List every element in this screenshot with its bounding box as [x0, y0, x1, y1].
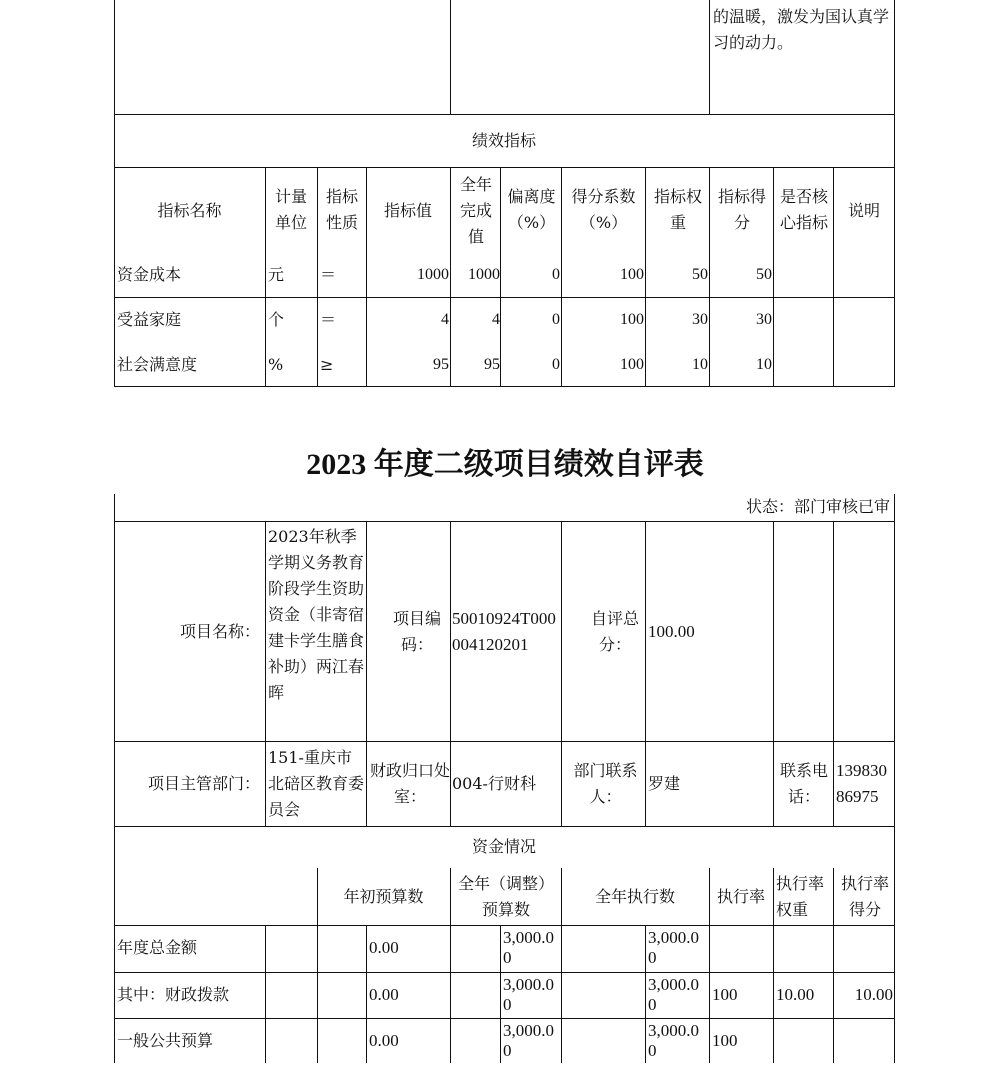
project-code-label: 项目编码：: [392, 609, 441, 654]
funds-rate-weight: 10.00: [776, 985, 815, 1004]
carryover-text: 的温暖，激发为国认真学习的动力。: [713, 7, 890, 52]
indicator-nature: ＝: [320, 310, 337, 329]
indicator-actual: 4: [492, 311, 500, 328]
col-header-indicator-name: 指标名称: [157, 201, 222, 220]
indicator-actual: 95: [484, 356, 500, 373]
indicator-weight: 30: [692, 311, 708, 328]
col-header-nature: 指标性质: [325, 187, 358, 232]
funds-col-initial: 年初预算数: [343, 887, 424, 906]
indicator-unit: 元: [268, 265, 285, 284]
col-header-score: 指标得分: [717, 187, 766, 232]
self-score-value: 100.00: [648, 622, 695, 641]
indicator-deviation: 0: [552, 266, 560, 283]
indicator-nature: ≥: [320, 355, 334, 374]
indicator-weight: 10: [692, 356, 708, 373]
funds-adjusted: 3,000.00: [503, 1021, 554, 1060]
funds-executed: 3,000.00: [648, 1021, 699, 1060]
funds-col-executed: 全年执行数: [594, 887, 675, 906]
funds-initial: 0.00: [369, 938, 399, 957]
funds-executed: 3,000.00: [648, 975, 699, 1014]
indicator-deviation: 0: [552, 311, 560, 328]
contact-value: 罗建: [648, 774, 681, 793]
funds-row-label: 其中：财政拨款: [117, 985, 230, 1004]
indicator-score: 50: [756, 266, 772, 283]
indicator-score: 30: [756, 311, 772, 328]
indicator-target: 4: [441, 311, 449, 328]
col-header-coefficient: 得分系数（%）: [571, 187, 636, 232]
indicator-actual: 1000: [468, 266, 500, 283]
indicator-score: 10: [756, 356, 772, 373]
col-header-core: 是否核心指标: [779, 187, 828, 232]
project-name-value: 2023年秋季学期义务教育阶段学生资助资金（非寄宿建卡学生膳食补助）两江春晖: [268, 527, 365, 702]
funds-rate: 100: [712, 1031, 738, 1050]
phone-value: 13983086975: [836, 761, 887, 806]
funds-col-rate-weight: 执行率权重: [776, 874, 825, 919]
department-label: 项目主管部门：: [147, 774, 260, 793]
indicator-unit: %: [268, 355, 284, 374]
indicator-weight: 50: [692, 266, 708, 283]
section-heading-funds: 资金情况: [471, 837, 536, 856]
page-title: 2023 年度二级项目绩效自评表: [306, 448, 704, 481]
project-name-label: 项目名称：: [179, 622, 260, 641]
department-value: 151-重庆市北碚区教育委员会: [268, 748, 365, 819]
col-header-actual: 全年完成值: [459, 175, 492, 246]
indicator-name: 资金成本: [117, 265, 182, 284]
indicator-coefficient: 100: [620, 311, 644, 328]
funds-rate-score: 10.00: [854, 985, 893, 1004]
funds-initial: 0.00: [369, 985, 399, 1004]
indicator-deviation: 0: [552, 356, 560, 373]
contact-label: 部门联系人：: [573, 761, 638, 806]
project-code-value: 50010924T000004120201: [452, 609, 556, 654]
funds-initial: 0.00: [369, 1031, 399, 1050]
finance-office-label: 财政归口处室：: [370, 761, 451, 806]
funds-rate: 100: [712, 985, 738, 1004]
indicator-coefficient: 100: [620, 266, 644, 283]
indicator-coefficient: 100: [620, 356, 644, 373]
col-header-weight: 指标权重: [653, 187, 702, 232]
indicator-name: 受益家庭: [117, 310, 182, 329]
funds-executed: 3,000.00: [648, 928, 699, 967]
funds-row-label: 年度总金额: [117, 938, 198, 957]
finance-office-value: 004-行财科: [452, 774, 536, 793]
status-label: 状态：部门审核已审: [745, 497, 890, 516]
funds-adjusted: 3,000.00: [503, 975, 554, 1014]
phone-label: 联系电话：: [779, 761, 828, 806]
funds-adjusted: 3,000.00: [503, 928, 554, 967]
section-heading-performance: 绩效指标: [471, 131, 536, 150]
funds-col-adjusted: 全年（调整）预算数: [457, 874, 554, 919]
self-score-label: 自评总分：: [590, 609, 639, 654]
funds-col-rate: 执行率: [716, 887, 765, 906]
col-header-deviation: 偏离度（%）: [507, 187, 556, 232]
indicator-target: 1000: [417, 266, 449, 283]
funds-col-rate-score: 执行率得分: [840, 874, 889, 919]
col-header-target: 指标值: [383, 201, 432, 220]
funds-row-label: 一般公共预算: [117, 1031, 214, 1050]
indicator-nature: ＝: [320, 265, 337, 284]
col-header-note: 说明: [847, 201, 880, 220]
col-header-unit: 计量单位: [274, 187, 307, 232]
indicator-target: 95: [433, 356, 449, 373]
indicator-name: 社会满意度: [117, 355, 198, 374]
indicator-unit: 个: [268, 310, 285, 329]
